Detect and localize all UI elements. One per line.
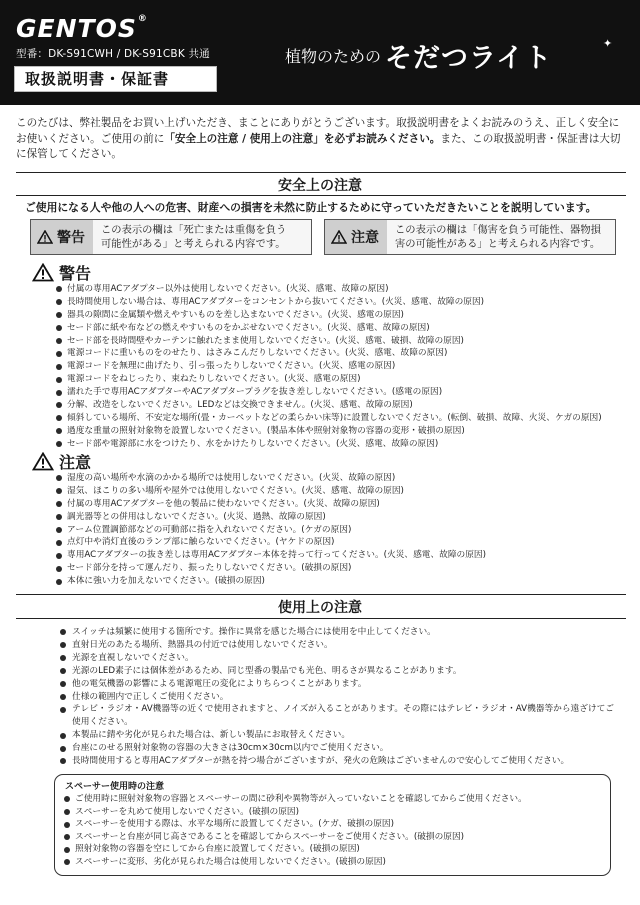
spacer-notice-title: スペーサー使用時の注意	[65, 782, 165, 792]
warning-list-item: 電源コードをねじったり、束ねたりしないでください。(火災、感電の原因)	[58, 373, 602, 386]
product-title	[285, 36, 552, 75]
caution-list-item: 湿度の高い場所や水滴のかかる場所では使用しないでください。(火災、故障の原因)	[58, 472, 486, 485]
warning-triangle-icon	[32, 263, 54, 282]
warning-list-item: 長時間使用しない場合は、専用ACアダプターをコンセントから抜いてください。(火災、感電、故障の原因)	[58, 296, 602, 309]
caution-triangle-icon	[331, 230, 347, 244]
spacer-list-item: スペーサーを使用する際は、水平な場所に設置してください。(ケガ、破損の原因)	[65, 818, 600, 831]
caution-list-item: 本体に強い力を加えないでください。(破損の原因)	[58, 575, 486, 588]
intro-emphasis: 「安全上の注意 / 使用上の注意」を必ずお読みください。	[164, 132, 441, 145]
warning-list-item: 器具の隙間に金属類や燃えやすいものを差し込まないでください。(火災、感電の原因)	[58, 309, 602, 322]
warning-list-item: セード部に紙や布などの燃えやすいものをかぶせないでください。(火災、感電、故障の原因)	[58, 322, 602, 335]
legend-caution-box	[324, 219, 616, 255]
usage-list-item: 台座にのせる照射対象物の容器の大きさは30cm×30cm以内でご使用ください。	[62, 742, 617, 755]
legend-caution-text: 注意	[351, 230, 379, 246]
legend-caution-label	[325, 220, 387, 254]
caution-triangle-icon	[32, 452, 54, 471]
warning-heading-text: 警告	[59, 264, 92, 283]
usage-list-item: 本製品に錆や劣化が見られた場合は、新しい製品にお取替えください。	[62, 729, 617, 742]
warning-list	[58, 283, 602, 451]
warning-list-item: 分解、改造をしないでください。LEDなどは交換できません。(火災、感電、故障の原因)	[58, 399, 602, 412]
spacer-list-item: 照射対象物の容器を空にしてから台座に設置してください。(破損の原因)	[65, 843, 600, 856]
caution-list	[58, 472, 486, 588]
usage-section-title: 使用上の注意	[278, 600, 362, 616]
intro-text-2: また、この取扱説明書・保証書は大切に保管してください。	[16, 132, 621, 160]
legend-warning-desc	[93, 223, 294, 251]
caution-list-item: 湿気、ほこりの多い場所や屋外では使用しないでください。(火災、感電、故障の原因)	[58, 485, 486, 498]
intro-text-1: このたびは、弊社製品をお買い上げいただき、まことにありがとうございます。取扱説明書をよくお読みのうえ、正しく安全にお使いください。ご使用の前に	[16, 117, 620, 145]
usage-list-item: 光源のLED素子には個体差があるため、同じ型番の製品でも光色、明るさが異なることがあります。	[62, 665, 617, 678]
manual-label: 取扱説明書・保証書	[14, 66, 217, 92]
spacer-list-item: スペーサーを丸めて使用しないでください。(破損の原因)	[65, 806, 600, 819]
caution-list-item: 専用ACアダプターの抜き差しは専用ACアダプター本体を持って行ってください。(火災、感電、故障の原因)	[58, 549, 486, 562]
header-band	[0, 0, 640, 105]
legend-warning-desc-line: 可能性がある」と考えられる内容です。	[101, 238, 286, 250]
legend-warning-box	[30, 219, 312, 255]
section-rule	[16, 172, 626, 173]
brand-name: GENTOS	[16, 14, 137, 43]
spacer-list	[65, 793, 600, 869]
brand-logo	[16, 14, 148, 43]
warning-list-item: セード部や電源部に水をつけたり、水をかけたりしないでください。(火災、感電、故障の原因)	[58, 438, 602, 451]
warning-list-item: 傾斜している場所、不安定な場所(畳・カーペットなどの柔らかい床等)に設置しないでください。(転倒、破損、故障、火災、ケガの原因)	[58, 412, 602, 425]
registered-mark: ®	[137, 14, 148, 24]
spacer-list-item: スペーサーに変形、劣化が見られた場合は使用しないでください。(破損の原因)	[65, 856, 600, 869]
usage-list-item: 直射日光のあたる場所、熱器具の付近では使用しないでください。	[62, 639, 617, 652]
warning-list-item: 付属の専用ACアダプター以外は使用しないでください。(火災、感電、故障の原因)	[58, 283, 602, 296]
legend-caution-desc	[387, 223, 609, 251]
caution-list-item: セード部分を持って運んだり、振ったりしないでください。(破損の原因)	[58, 562, 486, 575]
caution-list-item: 調光器等との併用はしないでください。(火災、過熱、故障の原因)	[58, 511, 486, 524]
legend-caution-desc-line: 害の可能性がある」と考えられる内容です。	[395, 238, 601, 250]
usage-list-item: テレビ・ラジオ・AV機器等の近くで使用されますと、ノイズが入ることがあります。その際にはテレビ・ラジオ・AV機器等から遠ざけてご使用ください。	[62, 703, 617, 729]
usage-list-item: 長時間使用すると専用ACアダプターが熱を持つ場合がございますが、発火の危険はございませんので安心してご使用ください。	[62, 755, 617, 768]
spacer-notice-box	[54, 774, 611, 876]
usage-list-item: スイッチは頻繁に使用する箇所です。操作に異常を感じた場合には使用を中止してください。	[62, 626, 617, 639]
usage-list-item: 仕様の範囲内で正しくご使用ください。	[62, 691, 617, 704]
section-rule	[16, 618, 626, 619]
model-number: 型番：DK-S91CWH / DK-S91CBK 共通	[16, 48, 210, 60]
spacer-list-item: スペーサーと台座が同じ高さであることを確認してからスペーサーをご使用ください。(破損の原因)	[65, 831, 600, 844]
warning-list-item: 電源コードに重いものをのせたり、はさみこんだりしないでください。(火災、感電、故障の原因)	[58, 347, 602, 360]
intro-paragraph	[16, 116, 626, 163]
usage-list-item: 光源を直視しないでください。	[62, 652, 617, 665]
caution-list-item: 付属の専用ACアダプターを他の製品に使わないでください。(火災、故障の原因)	[58, 498, 486, 511]
section-rule	[16, 195, 626, 196]
usage-list	[62, 626, 617, 768]
caution-list-item: アーム位置調節部などの可動部に指を入れないでください。(ケガの原因)	[58, 524, 486, 537]
product-title-prefix: 植物のための	[285, 47, 382, 66]
sparkle-icon: ✦	[603, 37, 613, 50]
safety-lead-text: ご使用になる人や他の人への危害、財産への損害を未然に防止するために守っていただきたいことを説明しています。	[25, 201, 597, 214]
warning-heading	[32, 261, 91, 284]
legend-caution-desc-line: この表示の欄は「傷害を負う可能性、器物損	[395, 224, 601, 236]
section-rule	[16, 594, 626, 595]
warning-list-item: セード部を長時間壁やカーテンに触れたまま使用しないでください。(火災、感電、破損、故障の原因)	[58, 335, 602, 348]
safety-section-title: 安全上の注意	[278, 178, 362, 194]
legend-warning-label	[31, 220, 93, 254]
usage-list-item: 他の電気機器の影響による電源電圧の変化によりちらつくことがあります。	[62, 678, 617, 691]
spacer-list-item: ご使用時に照射対象物の容器とスペーサーの間に砂利や異物等が入っていないことを確認してからご使用ください。	[65, 793, 600, 806]
warning-list-item: 電源コードを無理に曲げたり、引っ張ったりしないでください。(火災、感電の原因)	[58, 360, 602, 373]
caution-heading	[32, 450, 91, 473]
caution-list-item: 点灯中や消灯直後のランプ部に触らないでください。(ヤケドの原因)	[58, 536, 486, 549]
caution-heading-text: 注意	[59, 453, 92, 472]
product-title-main: そだつライト	[385, 43, 553, 74]
legend-warning-text: 警告	[57, 230, 85, 246]
legend-warning-desc-line: この表示の欄は「死亡または重傷を負う	[101, 224, 287, 236]
warning-triangle-icon	[37, 230, 53, 244]
warning-list-item: 過度な重量の照射対象物を設置しないでください。(製品本体や照射対象物の容器の変形・破損の原因)	[58, 425, 602, 438]
warning-list-item: 濡れた手で専用ACアダプターやACアダプタープラグを抜き差ししないでください。(感電の原因)	[58, 386, 602, 399]
